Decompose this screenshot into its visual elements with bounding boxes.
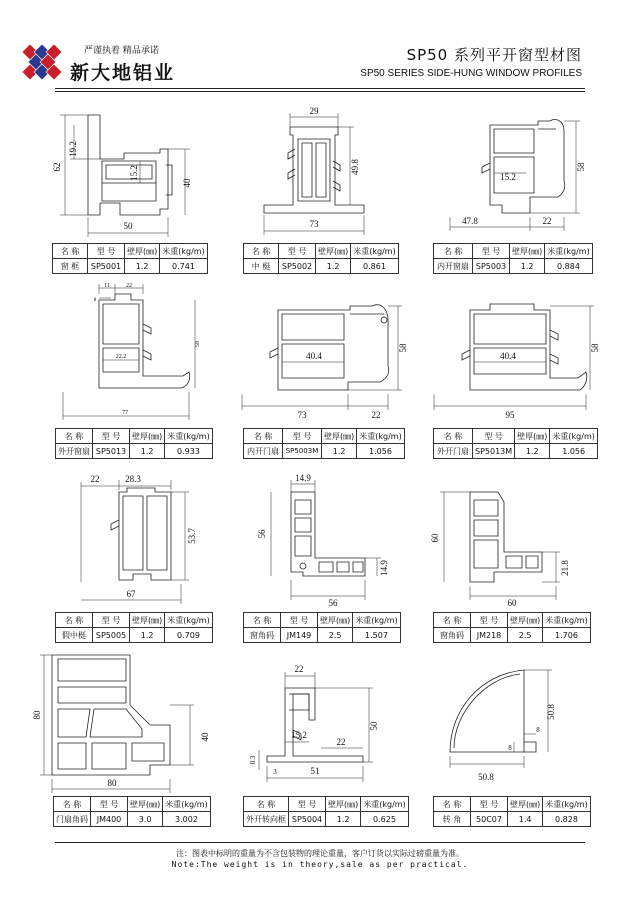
spec-table-sp5004 xyxy=(243,796,409,827)
drawing-sp5003 xyxy=(430,105,610,240)
profile-name: 窗角码 xyxy=(244,628,281,643)
profile-name: 中 梃 xyxy=(244,259,279,274)
drawing-sp5013 xyxy=(55,280,235,425)
profile-wall: 1.2 xyxy=(316,259,351,274)
dimension-label: 51 xyxy=(310,766,320,776)
dimension-label: 77 xyxy=(122,410,128,416)
profile-wall: 1.2 xyxy=(510,259,545,274)
company-name: 新大地铝业 xyxy=(70,62,176,84)
th-model: 型 号 xyxy=(471,613,508,628)
th-wall: 壁厚(㎜) xyxy=(508,613,543,628)
company-slogan: 严谨执着 精品承诺 xyxy=(84,46,159,56)
th-name: 名 称 xyxy=(434,429,473,444)
th-weight: 米重(kg/m) xyxy=(545,244,592,259)
th-name: 名 称 xyxy=(244,797,289,812)
th-wall: 壁厚(㎜) xyxy=(125,244,160,259)
spec-table-sp5002 xyxy=(243,243,399,274)
profile-wall: 3.0 xyxy=(128,812,163,827)
profile-name: 假中梃 xyxy=(56,628,93,643)
spec-table-jm149 xyxy=(243,612,401,643)
th-weight: 米重(kg/m) xyxy=(351,244,398,259)
th-name: 名 称 xyxy=(244,613,281,628)
profile-weight: 0.861 xyxy=(351,259,398,274)
dimension-label: 11 xyxy=(104,283,110,289)
dimension-label: 60 xyxy=(507,598,517,608)
footer-note-en: Note:The weight is in theory,sale as per practical. xyxy=(171,860,469,869)
dimension-label: 21.8 xyxy=(560,560,570,576)
dimension-label: 47.8 xyxy=(462,216,478,226)
th-model: 型 号 xyxy=(93,613,130,628)
th-wall: 壁厚(㎜) xyxy=(508,797,543,812)
dimension-label: 15.2 xyxy=(291,730,307,740)
dimension-label: 28.3 xyxy=(125,474,141,484)
th-wall: 壁厚(㎜) xyxy=(322,429,357,444)
profile-model: SP5002 xyxy=(279,259,316,274)
drawing-sp5001 xyxy=(40,105,220,240)
profile-weight: 0.709 xyxy=(165,628,212,643)
profile-weight: 0.933 xyxy=(165,444,212,459)
th-wall: 壁厚(㎜) xyxy=(510,244,545,259)
profile-model: SP5003 xyxy=(473,259,510,274)
page-title: SP50 系列平开窗型材图 xyxy=(406,46,582,64)
dimension-label: 40 xyxy=(200,732,210,742)
profile-name: 内开窗扇 xyxy=(434,259,473,274)
profile-wall: 2.5 xyxy=(318,628,353,643)
spec-table-50c07 xyxy=(433,796,591,827)
th-wall: 壁厚(㎜) xyxy=(316,244,351,259)
profile-model: JM149 xyxy=(281,628,318,643)
th-name: 名 称 xyxy=(244,244,279,259)
profile-model: SP5013M xyxy=(473,444,515,459)
th-weight: 米重(kg/m) xyxy=(361,797,408,812)
profile-wall: 2.5 xyxy=(508,628,543,643)
dimension-label: 22 xyxy=(336,737,346,747)
dimension-label: 14.9 xyxy=(379,560,389,576)
dimension-label: 15.2 xyxy=(129,165,139,181)
th-model: 型 号 xyxy=(289,797,326,812)
th-weight: 米重(kg/m) xyxy=(543,613,590,628)
drawing-50c07 xyxy=(430,660,610,790)
dimension-label: 3 xyxy=(273,768,277,776)
dimension-label: 60 xyxy=(430,533,440,543)
profile-weight: 0.828 xyxy=(543,812,590,827)
th-name: 名 称 xyxy=(54,797,91,812)
th-weight: 米重(kg/m) xyxy=(165,429,212,444)
page-subtitle: SP50 SERIES SIDE-HUNG WINDOW PROFILES xyxy=(360,68,582,79)
profile-wall: 1.2 xyxy=(130,444,165,459)
profile-weight: 3.002 xyxy=(163,812,210,827)
dimension-label: 0.3 xyxy=(249,755,257,765)
spec-table-sp5013m xyxy=(433,428,598,459)
profile-wall: 1.2 xyxy=(515,444,550,459)
th-model: 型 号 xyxy=(473,429,515,444)
dimension-label: 58 xyxy=(195,341,201,347)
dimension-label: 50.8 xyxy=(478,772,494,782)
drawing-sp5003m xyxy=(238,290,418,425)
dimension-label: 8 xyxy=(536,726,540,734)
dimension-label: 22 xyxy=(294,664,304,674)
profile-name: 外开转向框 xyxy=(244,812,289,827)
dimension-label: 49.8 xyxy=(350,159,360,175)
dimension-label: 8 xyxy=(93,298,97,303)
th-name: 名 称 xyxy=(53,244,88,259)
th-wall: 壁厚(㎜) xyxy=(318,613,353,628)
th-name: 名 称 xyxy=(244,429,283,444)
th-model: 型 号 xyxy=(91,797,128,812)
dimension-label: 29 xyxy=(309,106,319,116)
dimension-label: 22.2 xyxy=(115,354,127,360)
profile-model: SP5013 xyxy=(93,444,130,459)
brand-logo xyxy=(20,42,64,82)
dimension-label: 80 xyxy=(107,778,117,788)
th-model: 型 号 xyxy=(281,613,318,628)
th-weight: 米重(kg/m) xyxy=(357,429,404,444)
profile-wall: 1.2 xyxy=(322,444,357,459)
profile-name: 外开窗扇 xyxy=(56,444,93,459)
th-weight: 米重(kg/m) xyxy=(160,244,207,259)
th-name: 名 称 xyxy=(434,613,471,628)
spec-table-sp5005 xyxy=(55,612,213,643)
profile-weight: 1.706 xyxy=(543,628,590,643)
dimension-label: 40 xyxy=(182,178,192,188)
footer-note-cn: 注：图表中标明的重量为不含包装物的理论重量，客户订货以实际过磅重量为准。 xyxy=(176,849,464,858)
profile-wall: 1.4 xyxy=(508,812,543,827)
header-rule xyxy=(55,88,585,89)
dimension-label: 58 xyxy=(398,343,408,353)
drawing-sp5013m xyxy=(430,290,610,425)
profile-weight: 0.741 xyxy=(160,259,207,274)
th-wall: 壁厚(㎜) xyxy=(515,429,550,444)
dimension-label: 19.2 xyxy=(68,141,78,157)
drawing-sp5004 xyxy=(245,660,425,790)
spec-table-jm400 xyxy=(53,796,211,827)
profile-weight: 1.056 xyxy=(357,444,404,459)
spec-table-sp5013 xyxy=(55,428,213,459)
header-rule-thin xyxy=(55,91,585,92)
profile-name: 窗 框 xyxy=(53,259,88,274)
drawing-jm218 xyxy=(430,472,610,612)
th-name: 名 称 xyxy=(56,429,93,444)
profile-weight: 0.884 xyxy=(545,259,592,274)
th-name: 名 称 xyxy=(56,613,93,628)
spec-table-sp5003 xyxy=(433,243,593,274)
profile-model: SP5001 xyxy=(88,259,125,274)
th-model: 型 号 xyxy=(279,244,316,259)
spec-table-jm218 xyxy=(433,612,591,643)
drawing-sp5002 xyxy=(238,105,418,240)
dimension-label: 14.9 xyxy=(295,473,311,483)
dimension-label: 73 xyxy=(297,410,307,420)
dimension-label: 50 xyxy=(123,221,133,231)
drawing-jm400 xyxy=(30,645,220,795)
profile-name: 窗角码 xyxy=(434,628,471,643)
dimension-label: 95 xyxy=(505,410,515,420)
th-weight: 米重(kg/m) xyxy=(165,613,212,628)
th-wall: 壁厚(㎜) xyxy=(130,613,165,628)
profile-weight: 0.625 xyxy=(361,812,408,827)
th-wall: 壁厚(㎜) xyxy=(130,429,165,444)
dimension-label: 73 xyxy=(309,219,319,229)
dimension-label: 40.4 xyxy=(500,351,516,361)
profile-name: 门扇角码 xyxy=(54,812,91,827)
dimension-label: 22 xyxy=(90,474,100,484)
footer-rule xyxy=(55,842,585,843)
profile-wall: 1.2 xyxy=(130,628,165,643)
drawing-sp5005 xyxy=(55,470,235,610)
profile-name: 转 角 xyxy=(434,812,471,827)
dimension-label: 62 xyxy=(52,162,62,172)
dimension-label: 50.8 xyxy=(546,704,556,720)
dimension-label: 40.4 xyxy=(306,351,322,361)
dimension-label: 22 xyxy=(542,216,552,226)
dimension-label: 22 xyxy=(371,410,381,420)
th-weight: 米重(kg/m) xyxy=(550,429,597,444)
th-weight: 米重(kg/m) xyxy=(543,797,590,812)
th-model: 型 号 xyxy=(283,429,322,444)
th-wall: 壁厚(㎜) xyxy=(128,797,163,812)
th-model: 型 号 xyxy=(88,244,125,259)
profile-model: JM218 xyxy=(471,628,508,643)
profile-weight: 1.507 xyxy=(353,628,400,643)
dimension-label: 15.2 xyxy=(500,172,516,182)
th-model: 型 号 xyxy=(471,797,508,812)
dimension-label: 22 xyxy=(126,283,132,289)
spec-table-sp5003m xyxy=(243,428,405,459)
dimension-label: 58 xyxy=(576,162,586,172)
profile-name: 内开门扇 xyxy=(244,444,283,459)
dimension-label: 53.7 xyxy=(187,528,197,544)
dimension-label: 56 xyxy=(328,598,338,608)
dimension-label: 58 xyxy=(590,343,600,353)
dimension-label: 56 xyxy=(257,529,267,539)
th-model: 型 号 xyxy=(473,244,510,259)
dimension-label: 50 xyxy=(369,721,379,731)
drawing-jm149 xyxy=(245,472,425,612)
dimension-label: 80 xyxy=(32,710,42,720)
profile-wall: 1.2 xyxy=(125,259,160,274)
spec-table-sp5001 xyxy=(52,243,208,274)
profile-wall: 1.2 xyxy=(326,812,361,827)
profile-weight: 1.056 xyxy=(550,444,597,459)
th-name: 名 称 xyxy=(434,797,471,812)
profile-model: 50C07 xyxy=(471,812,508,827)
profile-model: SP5004 xyxy=(289,812,326,827)
profile-model: SP5003M xyxy=(283,444,322,459)
th-model: 型 号 xyxy=(93,429,130,444)
th-weight: 米重(kg/m) xyxy=(353,613,400,628)
dimension-label: 8 xyxy=(508,744,512,752)
dimension-label: 67 xyxy=(126,589,136,599)
profile-model: SP5005 xyxy=(93,628,130,643)
th-wall: 壁厚(㎜) xyxy=(326,797,361,812)
profile-name: 外开门扇 xyxy=(434,444,473,459)
profile-model: JM400 xyxy=(91,812,128,827)
th-weight: 米重(kg/m) xyxy=(163,797,210,812)
th-name: 名 称 xyxy=(434,244,473,259)
